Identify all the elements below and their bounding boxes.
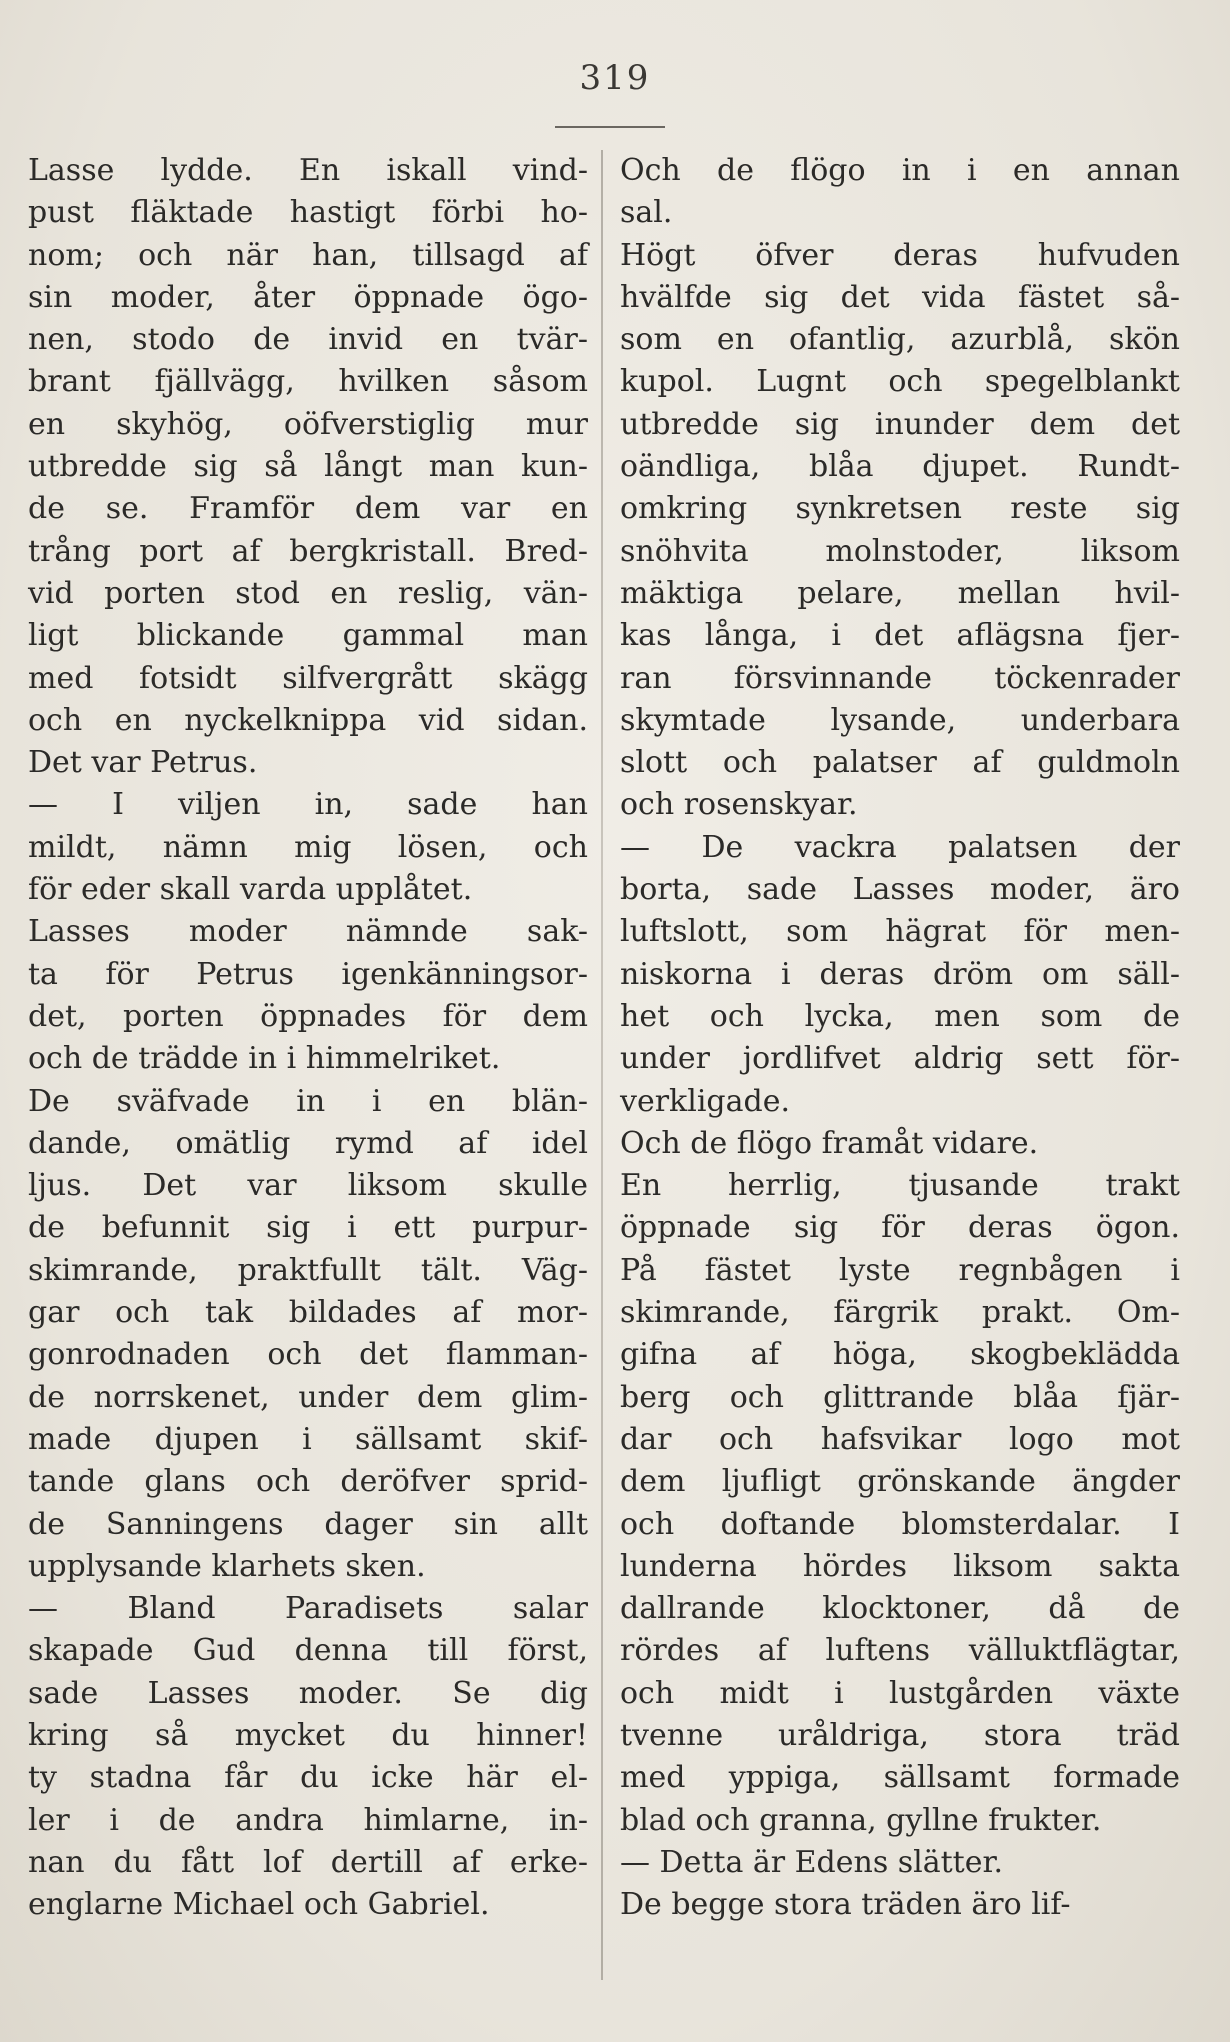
left-column-text-line: dande, omätlig rymd af idel <box>28 1125 588 1161</box>
right-text-column <box>620 150 1180 2010</box>
right-column-text-line: skymtade lysande, underbara <box>620 702 1180 738</box>
left-column-text-line: tande glans och deröfver sprid- <box>28 1464 588 1500</box>
left-column-text-line: sade Lasses moder. Se dig <box>28 1675 588 1711</box>
left-column-text-line: skapade Gud denna till först, <box>28 1633 588 1669</box>
left-column-text-line: de se. Framför dem var en <box>28 491 588 527</box>
left-column-text-line: sin moder, åter öppnade ögo- <box>28 279 588 315</box>
right-column-text-line: På fästet lyste regnbågen i <box>620 1252 1180 1288</box>
left-column-text-line: ligt blickande gammal man <box>28 618 588 654</box>
left-column-text-line: och en nyckelknippa vid sidan. <box>28 702 588 738</box>
right-column-text-line: under jordlifvet aldrig sett för- <box>620 1041 1180 1077</box>
left-column-text-line: kring så mycket du hinner! <box>28 1717 588 1753</box>
right-column-text-line: och midt i lustgården växte <box>620 1675 1180 1711</box>
right-column-text-line: luftslott, som hägrat för men- <box>620 914 1180 950</box>
left-column-text-line: trång port af bergkristall. Bred- <box>28 533 588 569</box>
right-column-text-line: skimrande, färgrik prakt. Om- <box>620 1295 1180 1331</box>
left-column-text-line: brant fjällvägg, hvilken såsom <box>28 364 588 400</box>
left-column-text-line: för eder skall varda upplåtet. <box>28 872 473 908</box>
left-column-text-line: gonrodnaden och det flamman- <box>28 1337 588 1373</box>
right-column-text-line: dar och hafsvikar logo mot <box>620 1421 1180 1457</box>
right-column-text-line: niskorna i deras dröm om säll- <box>620 956 1180 992</box>
left-column-text-line: — I viljen in, sade han <box>28 787 588 823</box>
right-column-text-line: gifna af höga, skogbeklädda <box>620 1337 1180 1373</box>
right-column-text-line: oändliga, blåa djupet. Rundt- <box>620 449 1180 485</box>
right-column-text-line: öppnade sig för deras ögon. <box>620 1210 1180 1246</box>
left-column-text-line: mildt, nämn mig lösen, och <box>28 829 588 865</box>
left-column-text-line: ta för Petrus igenkänningsor- <box>28 956 588 992</box>
right-column-text-line: rördes af luftens välluktflägtar, <box>620 1633 1180 1669</box>
right-column-text-line: och doftande blomsterdalar. I <box>620 1506 1180 1542</box>
column-divider <box>601 150 603 1980</box>
right-column-text-line: verkligade. <box>620 1083 790 1119</box>
left-column-text-line: vid porten stod en reslig, vän- <box>28 575 588 611</box>
header-rule <box>555 126 665 128</box>
right-column-text-line: Och de flögo in i en annan <box>620 153 1180 188</box>
left-text-column <box>28 150 588 2010</box>
right-column-text-line: blad och granna, gyllne frukter. <box>620 1802 1102 1838</box>
left-column-text-line: — Bland Paradisets salar <box>28 1591 588 1627</box>
left-column-text-line: made djupen i sällsamt skif- <box>28 1421 588 1457</box>
right-column-text-line: berg och glittrande blåa fjär- <box>620 1379 1180 1415</box>
left-column-text-line: gar och tak bildades af mor- <box>28 1295 588 1331</box>
left-column-text-line: nan du fått lof dertill af erke- <box>28 1844 588 1880</box>
left-column-text-line: de norrskenet, under dem glim- <box>28 1379 588 1415</box>
right-column-text-line: En herrlig, tjusande trakt <box>620 1168 1180 1204</box>
right-column-text-line: ran försvinnande töckenrader <box>620 660 1180 696</box>
left-column-text-line: pust fläktade hastigt förbi ho- <box>28 195 588 231</box>
left-column-text-line: Det var Petrus. <box>28 745 258 781</box>
left-column-text-line: ljus. Det var liksom skulle <box>28 1168 588 1204</box>
right-column-text-line: kupol. Lugnt och spegelblankt <box>620 364 1180 400</box>
left-column-text-line: nen, stodo de invid en tvär- <box>28 322 588 358</box>
left-column-text-line: en skyhög, oöfverstiglig mur <box>28 406 588 442</box>
left-column-text-line: utbredde sig så långt man kun- <box>28 449 588 485</box>
right-column-text-line: sal. <box>620 195 673 231</box>
right-column-text-line: med yppiga, sällsamt formade <box>620 1760 1180 1796</box>
right-column-text-line: borta, sade Lasses moder, äro <box>620 872 1180 908</box>
right-column-text-line: kas långa, i det aflägsna fjer- <box>620 618 1180 654</box>
page-number: 319 <box>579 58 651 98</box>
left-column-text-line: och de trädde in i himmelriket. <box>28 1041 501 1077</box>
left-column-text-line: nom; och när han, tillsagd af <box>28 237 588 273</box>
right-column-text-line: het och lycka, men som de <box>620 998 1180 1034</box>
right-column-text-line: Högt öfver deras hufvuden <box>620 237 1180 273</box>
right-column-text-line: Och de flögo framåt vidare. <box>620 1125 1039 1161</box>
right-column-text-line: omkring synkretsen reste sig <box>620 491 1180 527</box>
left-column-text-line: med fotsidt silfvergrått skägg <box>28 660 588 696</box>
left-column-text-line: Lasses moder nämnde sak- <box>28 914 588 950</box>
left-column-text-line: upplysande klarhets sken. <box>28 1548 426 1584</box>
right-column-text-line: som en ofantlig, azurblå, skön <box>620 322 1180 358</box>
left-column-text-line: ler i de andra himlarne, in- <box>28 1802 588 1838</box>
left-column-text-line: ty stadna får du icke här el- <box>28 1760 588 1796</box>
left-column-text-line: Lasse lydde. En iskall vind- <box>28 153 588 188</box>
left-column-text-line: De sväfvade in i en blän- <box>28 1083 588 1119</box>
right-column-text-line: hvälfde sig det vida fästet så- <box>620 279 1180 315</box>
right-column-text-line: dem ljufligt grönskande ängder <box>620 1464 1180 1500</box>
left-column-text-line: de befunnit sig i ett purpur- <box>28 1210 588 1246</box>
right-column-text-line: dallrande klocktoner, då de <box>620 1591 1180 1627</box>
right-column-text-line: De begge stora träden äro lif- <box>620 1887 1071 1923</box>
right-column-text-line: tvenne uråldriga, stora träd <box>620 1717 1180 1753</box>
right-column-text-line: mäktiga pelare, mellan hvil- <box>620 575 1180 611</box>
right-column-text-line: slott och palatser af guldmoln <box>620 745 1180 781</box>
right-column-text-line: lunderna hördes liksom sakta <box>620 1548 1180 1584</box>
right-column-text-line: utbredde sig inunder dem det <box>620 406 1180 442</box>
right-column-text-line: — De vackra palatsen der <box>620 829 1180 865</box>
left-column-text-line: skimrande, praktfullt tält. Väg- <box>28 1252 588 1288</box>
left-column-text-line: de Sanningens dager sin allt <box>28 1506 588 1542</box>
right-column-text-line: och rosenskyar. <box>620 787 858 823</box>
left-column-text-line: det, porten öppnades för dem <box>28 998 588 1034</box>
left-column-text-line: englarne Michael och Gabriel. <box>28 1887 490 1923</box>
right-column-text-line: — Detta är Edens slätter. <box>620 1844 1004 1880</box>
right-column-text-line: snöhvita molnstoder, liksom <box>620 533 1180 569</box>
